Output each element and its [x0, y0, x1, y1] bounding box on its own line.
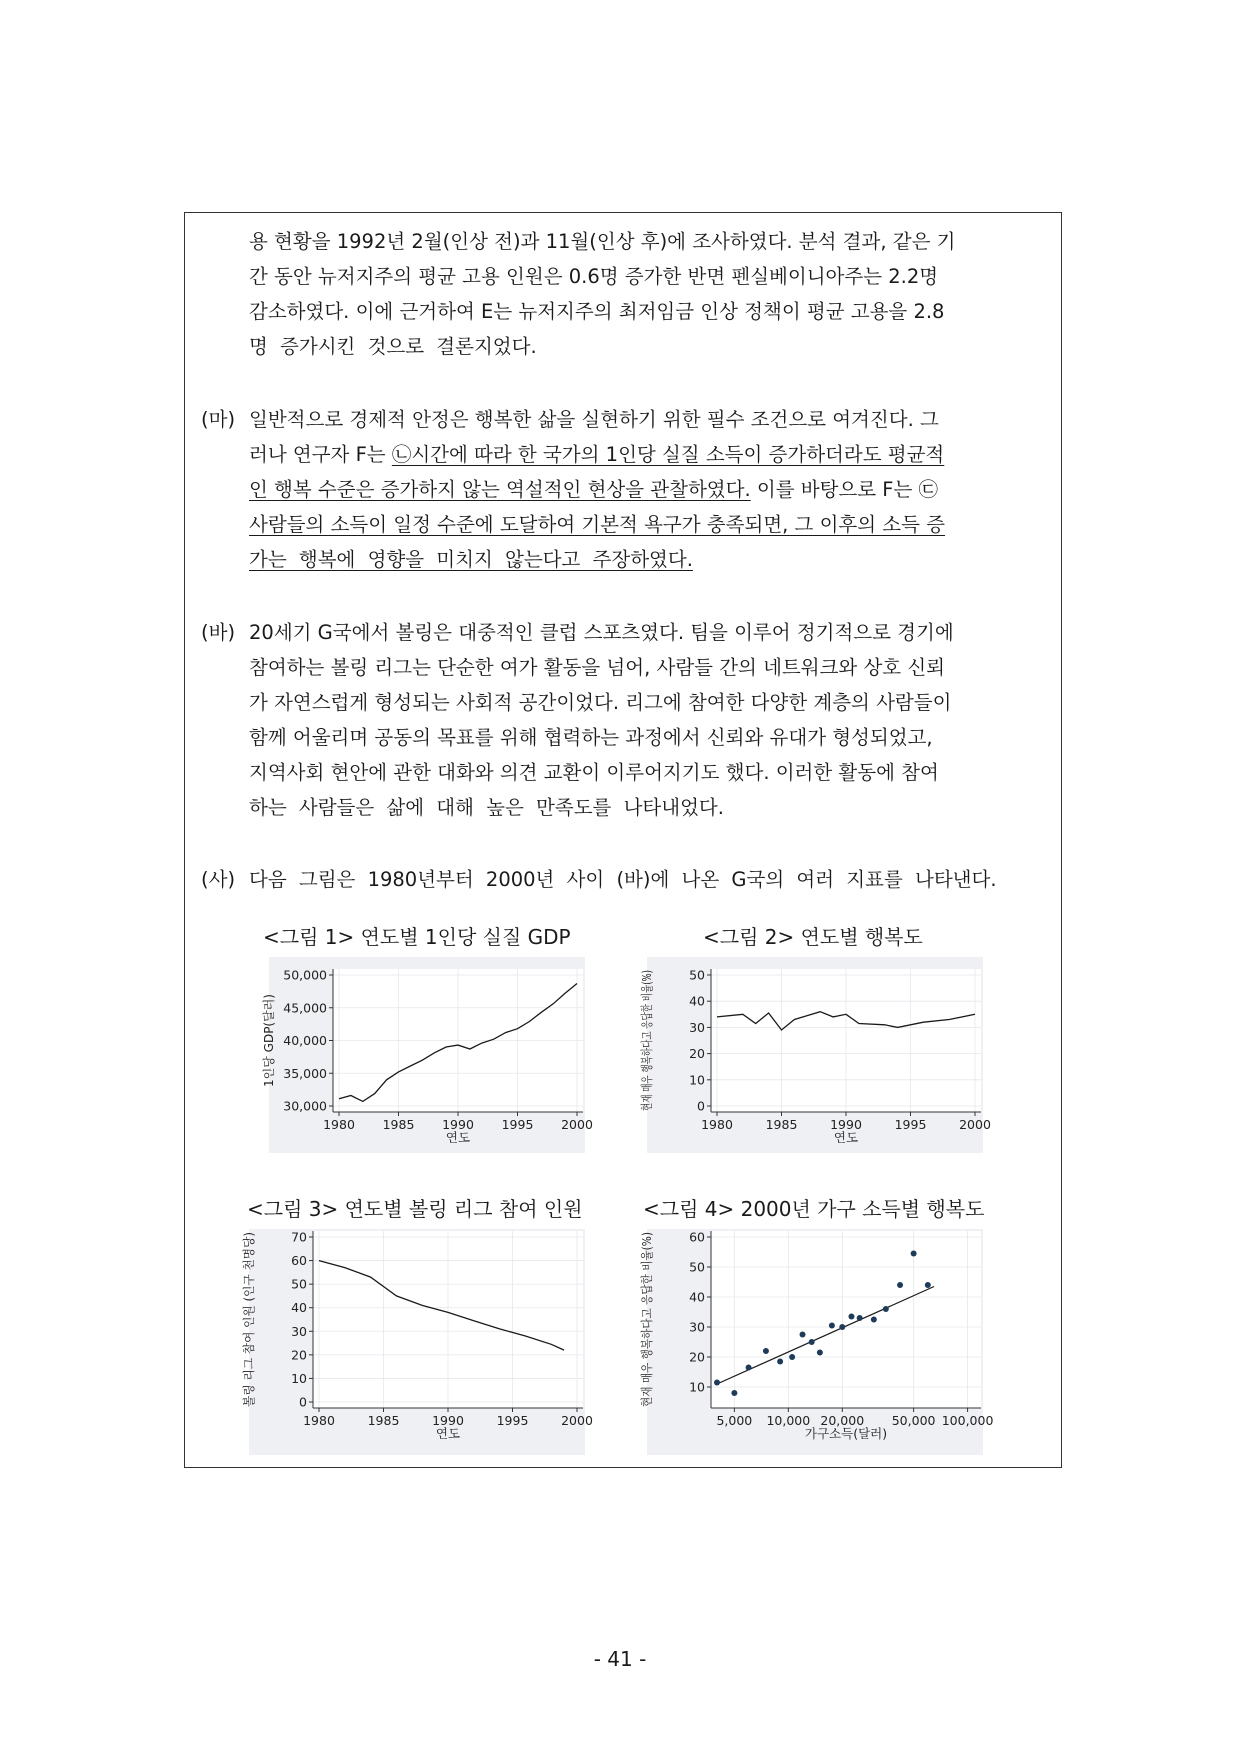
scatter-point — [857, 1315, 863, 1321]
y-tick-label: 10 — [291, 1370, 307, 1386]
y-axis-label: 볼링 리그 참여 인원 (인구 천명당) — [242, 1227, 256, 1407]
scatter-point — [839, 1324, 845, 1330]
text-run: 일반적으로 경제적 안정은 행복한 삶을 실현하기 위한 필수 조건으로 여겨진다. 그 — [249, 408, 939, 431]
text-line-content: 다음 그림은 1980년부터 2000년 사이 (바)에 나온 G국의 여러 지표를 나타낸다. — [249, 868, 997, 891]
y-tick-label: 20 — [689, 1349, 705, 1365]
scatter-point — [746, 1365, 752, 1371]
y-axis-label: 현재 매우 행복하다고 응답한 비율(%) — [640, 1208, 654, 1407]
text-line — [249, 656, 1041, 680]
text-line-content: 함께 어울리며 공동의 목표를 위해 협력하는 과정에서 신뢰와 유대가 형성되었고, — [249, 726, 933, 749]
scatter-point — [925, 1282, 931, 1288]
paragraph-label: (사) — [201, 868, 236, 891]
text-line — [249, 443, 1041, 467]
text-line — [249, 761, 1041, 785]
x-tick-label: 1980 — [323, 1117, 355, 1132]
paragraph-label: (바) — [201, 621, 236, 644]
plot-area — [711, 1231, 981, 1408]
text-run: 이를 바탕으로 F는 ㉢ — [750, 478, 939, 501]
y-tick-label: 20 — [689, 1046, 705, 1062]
gdp-line-chart — [245, 957, 593, 1153]
y-tick-label: 0 — [299, 1394, 307, 1410]
text-line-content — [249, 443, 944, 467]
y-tick-label: 35,000 — [283, 1065, 327, 1081]
y-axis-label: 현재 매우 행복하다고 응답한 비율(%) — [640, 912, 654, 1111]
x-tick-label: 1980 — [701, 1117, 733, 1132]
text-line — [249, 230, 1041, 254]
x-tick-label: 2000 — [959, 1117, 991, 1132]
text-line — [249, 335, 1041, 359]
text-line-content: 20세기 G국에서 볼링은 대중적인 클럽 스포츠였다. 팀을 이루어 정기적으로 경기에 — [249, 621, 954, 644]
x-tick-label: 1995 — [501, 1117, 534, 1132]
scatter-point — [817, 1350, 823, 1356]
text-line — [249, 548, 1041, 572]
text-line-content: 감소하였다. 이에 근거하여 E는 뉴저지주의 최저임금 인상 정책이 평균 고용을 2.8 — [249, 300, 945, 323]
paragraph-label: (마) — [201, 408, 236, 431]
scatter-point — [789, 1354, 795, 1360]
x-tick-label: 1985 — [765, 1117, 798, 1132]
x-tick-label: 1995 — [496, 1413, 529, 1428]
x-tick-label: 1985 — [367, 1413, 400, 1428]
text-line — [249, 691, 1041, 715]
scatter-point — [777, 1359, 783, 1365]
bowling-line-chart — [242, 1227, 593, 1455]
y-tick-label: 50 — [689, 967, 705, 983]
y-tick-label: 45,000 — [283, 1000, 327, 1016]
x-tick-label: 1980 — [303, 1413, 335, 1428]
page-number: - 41 - — [593, 1647, 647, 1671]
scatter-point — [871, 1317, 877, 1323]
y-tick-label: 20 — [291, 1347, 307, 1363]
text-line — [249, 513, 1041, 537]
scatter-point — [763, 1348, 769, 1354]
underlined-claim-3: 가는 행복에 영향을 미치지 않는다고 주장하였다. — [249, 548, 693, 571]
figure-3-title: <그림 3> 연도별 볼링 리그 참여 인원 — [247, 1197, 583, 1221]
text-line-content: 가 자연스럽게 형성되는 사회적 공간이었다. 리그에 참여한 다양한 계층의 사람들이 — [249, 691, 952, 714]
text-line — [249, 265, 1041, 289]
text-line-content: 하는 사람들은 삶에 대해 높은 만족도를 나타내었다. — [249, 796, 724, 819]
y-tick-label: 30 — [689, 1019, 705, 1035]
text-line-content: 간 동안 뉴저지주의 평균 고용 인원은 0.6명 증가한 반면 펜실베이니아주는 2.2명 — [249, 265, 939, 288]
y-tick-label: 40 — [291, 1300, 307, 1316]
x-tick-label: 2000 — [561, 1413, 593, 1428]
y-tick-label: 50 — [689, 1259, 705, 1275]
text-line-content — [249, 478, 938, 502]
scatter-point — [897, 1282, 903, 1288]
y-tick-label: 10 — [689, 1379, 705, 1395]
x-tick-label: 1990 — [432, 1413, 464, 1428]
x-axis-label: 가구소득(달러) — [804, 1426, 888, 1441]
scatter-point — [809, 1339, 815, 1345]
text-line — [249, 478, 1041, 502]
scatter-point — [714, 1380, 720, 1386]
x-tick-label: 5,000 — [716, 1413, 753, 1428]
text-line — [201, 868, 1041, 892]
x-tick-label: 50,000 — [891, 1413, 936, 1428]
text-line — [249, 796, 1041, 820]
scatter-point — [800, 1332, 806, 1338]
text-line-content: 용 현황을 1992년 2월(인상 전)과 11월(인상 후)에 조사하였다. 분석 결과, 같은 기 — [249, 230, 956, 253]
figure-2-title: <그림 2> 연도별 행복도 — [703, 925, 923, 949]
text-line — [249, 726, 1041, 750]
text-line — [201, 408, 1041, 432]
text-line-content — [249, 408, 1041, 432]
scatter-point — [911, 1251, 917, 1257]
text-line — [201, 621, 1041, 645]
y-tick-label: 60 — [291, 1253, 307, 1269]
figure-3-chart — [242, 1227, 593, 1455]
text-run: 러나 연구자 F는 — [249, 443, 392, 466]
y-tick-label: 50 — [291, 1276, 307, 1292]
x-tick-label: 1985 — [382, 1117, 415, 1132]
y-tick-label: 30 — [291, 1323, 307, 1339]
x-tick-label: 10,000 — [766, 1413, 811, 1428]
y-tick-label: 40,000 — [283, 1033, 327, 1048]
y-tick-label: 50,000 — [283, 967, 327, 983]
y-tick-label: 0 — [697, 1098, 705, 1114]
y-axis-label: 1인당 GDP(달러) — [262, 994, 276, 1087]
x-tick-label: 1990 — [830, 1117, 862, 1132]
y-tick-label: 70 — [291, 1229, 307, 1245]
x-tick-label: 1995 — [894, 1117, 927, 1132]
text-line — [249, 300, 1041, 324]
x-tick-label: 1990 — [442, 1117, 474, 1132]
figure-1-title: <그림 1> 연도별 1인당 실질 GDP — [263, 925, 571, 949]
underlined-claim-2: ㉡시간에 따라 한 국가의 1인당 실질 소득이 증가하더라도 평균적 — [391, 443, 945, 466]
x-axis-label: 연도 — [435, 1426, 461, 1441]
x-tick-label: 100,000 — [941, 1413, 994, 1428]
y-tick-label: 10 — [689, 1072, 705, 1088]
x-axis-label: 연도 — [833, 1130, 859, 1145]
x-tick-label: 20,000 — [820, 1413, 865, 1428]
y-tick-label: 30,000 — [283, 1098, 327, 1114]
x-axis-label: 연도 — [445, 1130, 471, 1145]
underlined-claim-3: 사람들의 소득이 일정 수준에 도달하여 기본적 욕구가 충족되면, 그 이후의 소득 증 — [249, 513, 946, 536]
text-line-content: 참여하는 볼링 리그는 단순한 여가 활동을 넘어, 사람들 간의 네트워크와 상호 신뢰 — [249, 656, 946, 679]
scatter-point — [848, 1314, 854, 1320]
y-tick-label: 40 — [689, 1289, 705, 1305]
scatter-point — [829, 1323, 835, 1329]
underlined-claim-2: 인 행복 수준은 증가하지 않는 역설적인 현상을 관찰하였다. — [249, 478, 751, 501]
y-tick-label: 60 — [689, 1229, 705, 1245]
scatter-point — [731, 1390, 737, 1396]
figure-4-title: <그림 4> 2000년 가구 소득별 행복도 — [643, 1197, 985, 1221]
y-tick-label: 40 — [689, 993, 705, 1009]
content-frame — [184, 212, 1062, 1468]
figure-1-chart — [245, 957, 593, 1153]
text-line-content: 지역사회 현안에 관한 대화와 의견 교환이 이루어지기도 했다. 이러한 활동에 참여 — [249, 761, 939, 784]
text-line-content: 명 증가시킨 것으로 결론지었다. — [249, 335, 537, 358]
x-tick-label: 2000 — [561, 1117, 593, 1132]
scatter-point — [883, 1306, 889, 1312]
y-tick-label: 30 — [689, 1319, 705, 1335]
